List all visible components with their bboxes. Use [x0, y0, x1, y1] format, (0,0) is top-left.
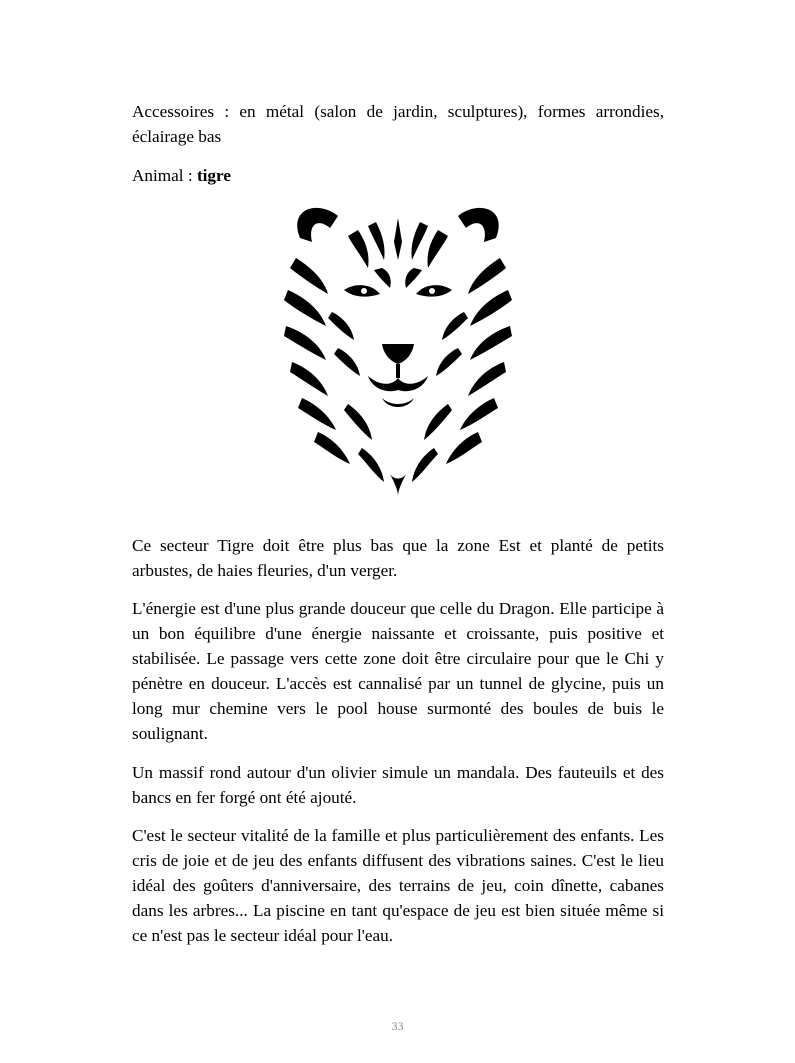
- accessories-paragraph: Accessoires : en métal (salon de jardin, sculptures), formes arrondies, éclairage bas: [132, 102, 664, 146]
- paragraph-2: L'énergie est d'une plus grande douceur que celle du Dragon. Elle participe à un bon équilibre d'une énergie naissante et croissante, puis positive et stabilisée. Le passage vers cette zone doit être circulaire pour que le Chi y pénètre en douceur. L'accès est cannalisé par un tunnel de glycine, puis un long mur chemine vers le pool house surmonté des boules de buis le soulignant.: [132, 599, 664, 743]
- paragraph-1: Ce secteur Tigre doit être plus bas que la zone Est et planté de petits arbustes, de haies fleuries, d'un verger.: [132, 536, 664, 580]
- animal-line: [132, 163, 664, 188]
- tiger-head-icon: [278, 198, 518, 498]
- animal-value: tigre: [196, 166, 231, 185]
- animal-label: Animal :: [132, 166, 197, 185]
- paragraph-3: Un massif rond autour d'un olivier simule un mandala. Des fauteuils et des bancs en fer forgé ont été ajouté.: [132, 763, 664, 807]
- paragraph-4: C'est le secteur vitalité de la famille et plus particulièrement des enfants. Les cris de joie et de jeu des enfants diffusent des vibrations saines. C'est le lieu idéal des goûters d'anniversaire, des terrains de jeu, coin dînette, cabanes dans les arbres... La piscine en tant qu'espace de jeu est bien située même si ce n'est pas le secteur idéal pour l'eau.: [132, 826, 664, 945]
- page-number: 33: [391, 1019, 404, 1033]
